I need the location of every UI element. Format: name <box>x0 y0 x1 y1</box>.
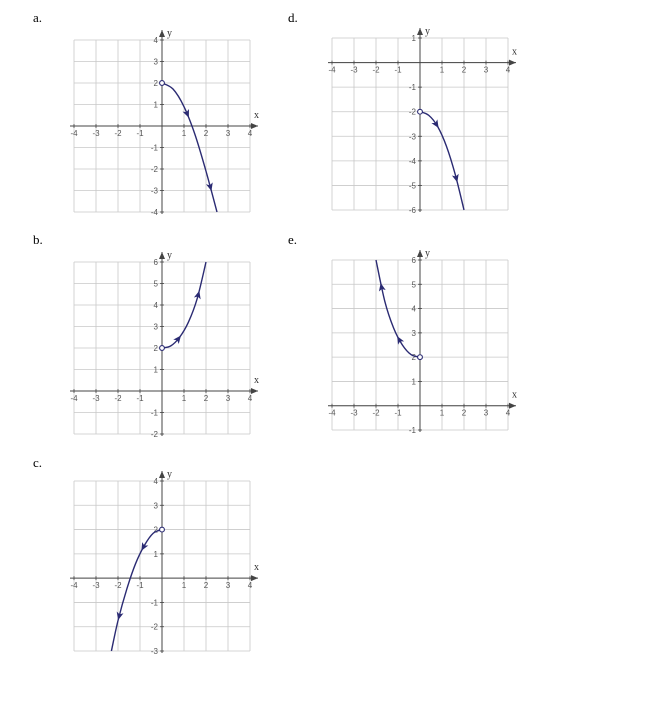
y-axis-arrow-icon <box>159 30 165 37</box>
y-tick-label: -1 <box>408 83 416 93</box>
x-tick-label: 3 <box>483 65 489 75</box>
y-tick-label: 6 <box>153 258 158 267</box>
y-axis-arrow-icon <box>159 471 165 478</box>
x-tick-label: 1 <box>439 65 445 75</box>
x-tick-label: -4 <box>328 65 336 75</box>
y-tick-label: 1 <box>411 377 416 387</box>
x-tick-label: 3 <box>225 129 231 138</box>
x-tick-label: -3 <box>92 581 100 591</box>
x-tick-label: 3 <box>225 581 231 591</box>
x-tick-label: 4 <box>247 581 253 591</box>
open-endpoint <box>418 109 423 114</box>
y-tick-label: -3 <box>408 132 416 142</box>
y-tick-label: 1 <box>153 100 158 110</box>
x-tick-label: -1 <box>136 581 144 591</box>
y-tick-label: 2 <box>411 353 416 363</box>
axes <box>70 471 258 653</box>
axes <box>70 252 258 436</box>
y-tick-label: -1 <box>150 143 158 153</box>
x-tick-label: -4 <box>70 394 78 403</box>
x-tick-label: -4 <box>70 581 78 591</box>
y-axis-label: y <box>167 469 172 480</box>
y-tick-label: 1 <box>153 549 158 559</box>
x-tick-label: -2 <box>114 129 122 138</box>
y-tick-label: 4 <box>411 304 416 314</box>
y-tick-label: 3 <box>153 57 158 67</box>
y-tick-label: 1 <box>411 34 416 43</box>
y-tick-label: 1 <box>153 365 158 375</box>
function-curve <box>111 530 162 651</box>
x-tick-label: 2 <box>203 394 209 403</box>
y-tick-label: -2 <box>150 430 158 439</box>
y-tick-label: 3 <box>411 328 416 338</box>
x-tick-label: 4 <box>505 65 511 75</box>
direction-arrow-icon <box>452 174 461 184</box>
open-endpoint <box>160 346 165 351</box>
x-tick-label: 4 <box>247 129 253 138</box>
direction-arrow-icon <box>115 612 124 621</box>
x-tick-label: -4 <box>328 408 336 418</box>
x-tick-label: 3 <box>225 394 231 403</box>
y-tick-label: 2 <box>153 79 158 88</box>
x-axis-label: x <box>512 389 517 401</box>
x-tick-label: -3 <box>92 129 100 138</box>
panel-label-e: e. <box>288 232 298 247</box>
panel-label-b: b. <box>33 232 43 247</box>
axes <box>328 28 516 212</box>
x-tick-label: -1 <box>394 65 402 75</box>
y-tick-label: 4 <box>153 301 158 310</box>
x-axis-label: x <box>512 46 517 58</box>
y-tick-label: -1 <box>150 408 158 418</box>
y-tick-label: -5 <box>408 181 416 191</box>
graph-a <box>60 24 270 224</box>
x-tick-label: 4 <box>247 394 253 403</box>
y-tick-label: -4 <box>408 156 416 166</box>
open-endpoint <box>160 527 165 532</box>
x-tick-label: 2 <box>461 408 467 418</box>
direction-arrow-icon <box>194 290 203 300</box>
y-tick-label: 4 <box>153 477 158 486</box>
panel-label-a: a. <box>33 10 43 25</box>
x-tick-label: 2 <box>203 581 209 591</box>
y-tick-label: -2 <box>150 622 158 632</box>
x-tick-label: -2 <box>372 408 380 418</box>
x-tick-label: -1 <box>136 129 144 138</box>
direction-arrow-icon <box>431 119 441 129</box>
y-axis-label: y <box>167 28 172 39</box>
graph-c <box>60 463 270 663</box>
x-axis-label: x <box>254 562 259 574</box>
axes <box>328 250 516 432</box>
y-tick-label: -1 <box>408 426 416 435</box>
y-tick-label: 3 <box>153 501 158 511</box>
y-tick-label: 3 <box>153 322 158 332</box>
graph-d <box>318 22 528 222</box>
y-tick-label: -4 <box>150 208 158 217</box>
x-tick-label: 2 <box>461 65 467 75</box>
x-tick-label: -4 <box>70 129 78 138</box>
x-tick-label: -3 <box>350 65 358 75</box>
open-endpoint <box>160 81 165 86</box>
graph-b <box>60 246 270 446</box>
y-tick-label: 5 <box>153 279 158 289</box>
x-tick-label: -1 <box>136 394 144 403</box>
y-tick-label: 2 <box>153 525 158 535</box>
y-axis-arrow-icon <box>159 252 165 259</box>
y-tick-label: -3 <box>150 647 158 656</box>
x-tick-label: 1 <box>181 129 187 138</box>
x-axis-label: x <box>254 375 259 386</box>
y-tick-label: 2 <box>153 344 158 353</box>
y-axis-label: y <box>167 250 172 261</box>
x-tick-label: -3 <box>92 394 100 403</box>
y-tick-label: 4 <box>153 36 158 45</box>
x-tick-label: 4 <box>505 408 511 418</box>
panel-label-c: c. <box>33 455 43 470</box>
y-axis-arrow-icon <box>417 28 423 35</box>
x-tick-label: -3 <box>350 408 358 418</box>
axes <box>70 30 258 214</box>
y-tick-label: -2 <box>150 165 158 174</box>
panel-label-d: d. <box>288 10 298 25</box>
y-axis-label: y <box>425 248 430 259</box>
graph-e <box>318 244 528 444</box>
y-tick-label: -2 <box>408 107 416 117</box>
x-tick-label: -2 <box>372 65 380 75</box>
y-tick-label: -1 <box>150 598 158 608</box>
x-tick-label: 1 <box>181 394 187 403</box>
direction-arrow-icon <box>394 334 404 344</box>
x-tick-label: -2 <box>114 394 122 403</box>
x-axis-label: x <box>254 110 259 121</box>
y-tick-label: -6 <box>408 206 416 215</box>
y-tick-label: -3 <box>150 186 158 196</box>
x-tick-label: 3 <box>483 408 489 418</box>
x-tick-label: 1 <box>181 581 187 591</box>
y-tick-label: 5 <box>411 280 416 290</box>
y-axis-arrow-icon <box>417 250 423 257</box>
y-axis-label: y <box>425 26 430 37</box>
open-endpoint <box>418 355 423 360</box>
x-tick-label: -2 <box>114 581 122 591</box>
x-tick-label: -1 <box>394 408 402 418</box>
x-tick-label: 2 <box>203 129 209 138</box>
y-tick-label: 6 <box>411 256 416 265</box>
x-tick-label: 1 <box>439 408 445 418</box>
